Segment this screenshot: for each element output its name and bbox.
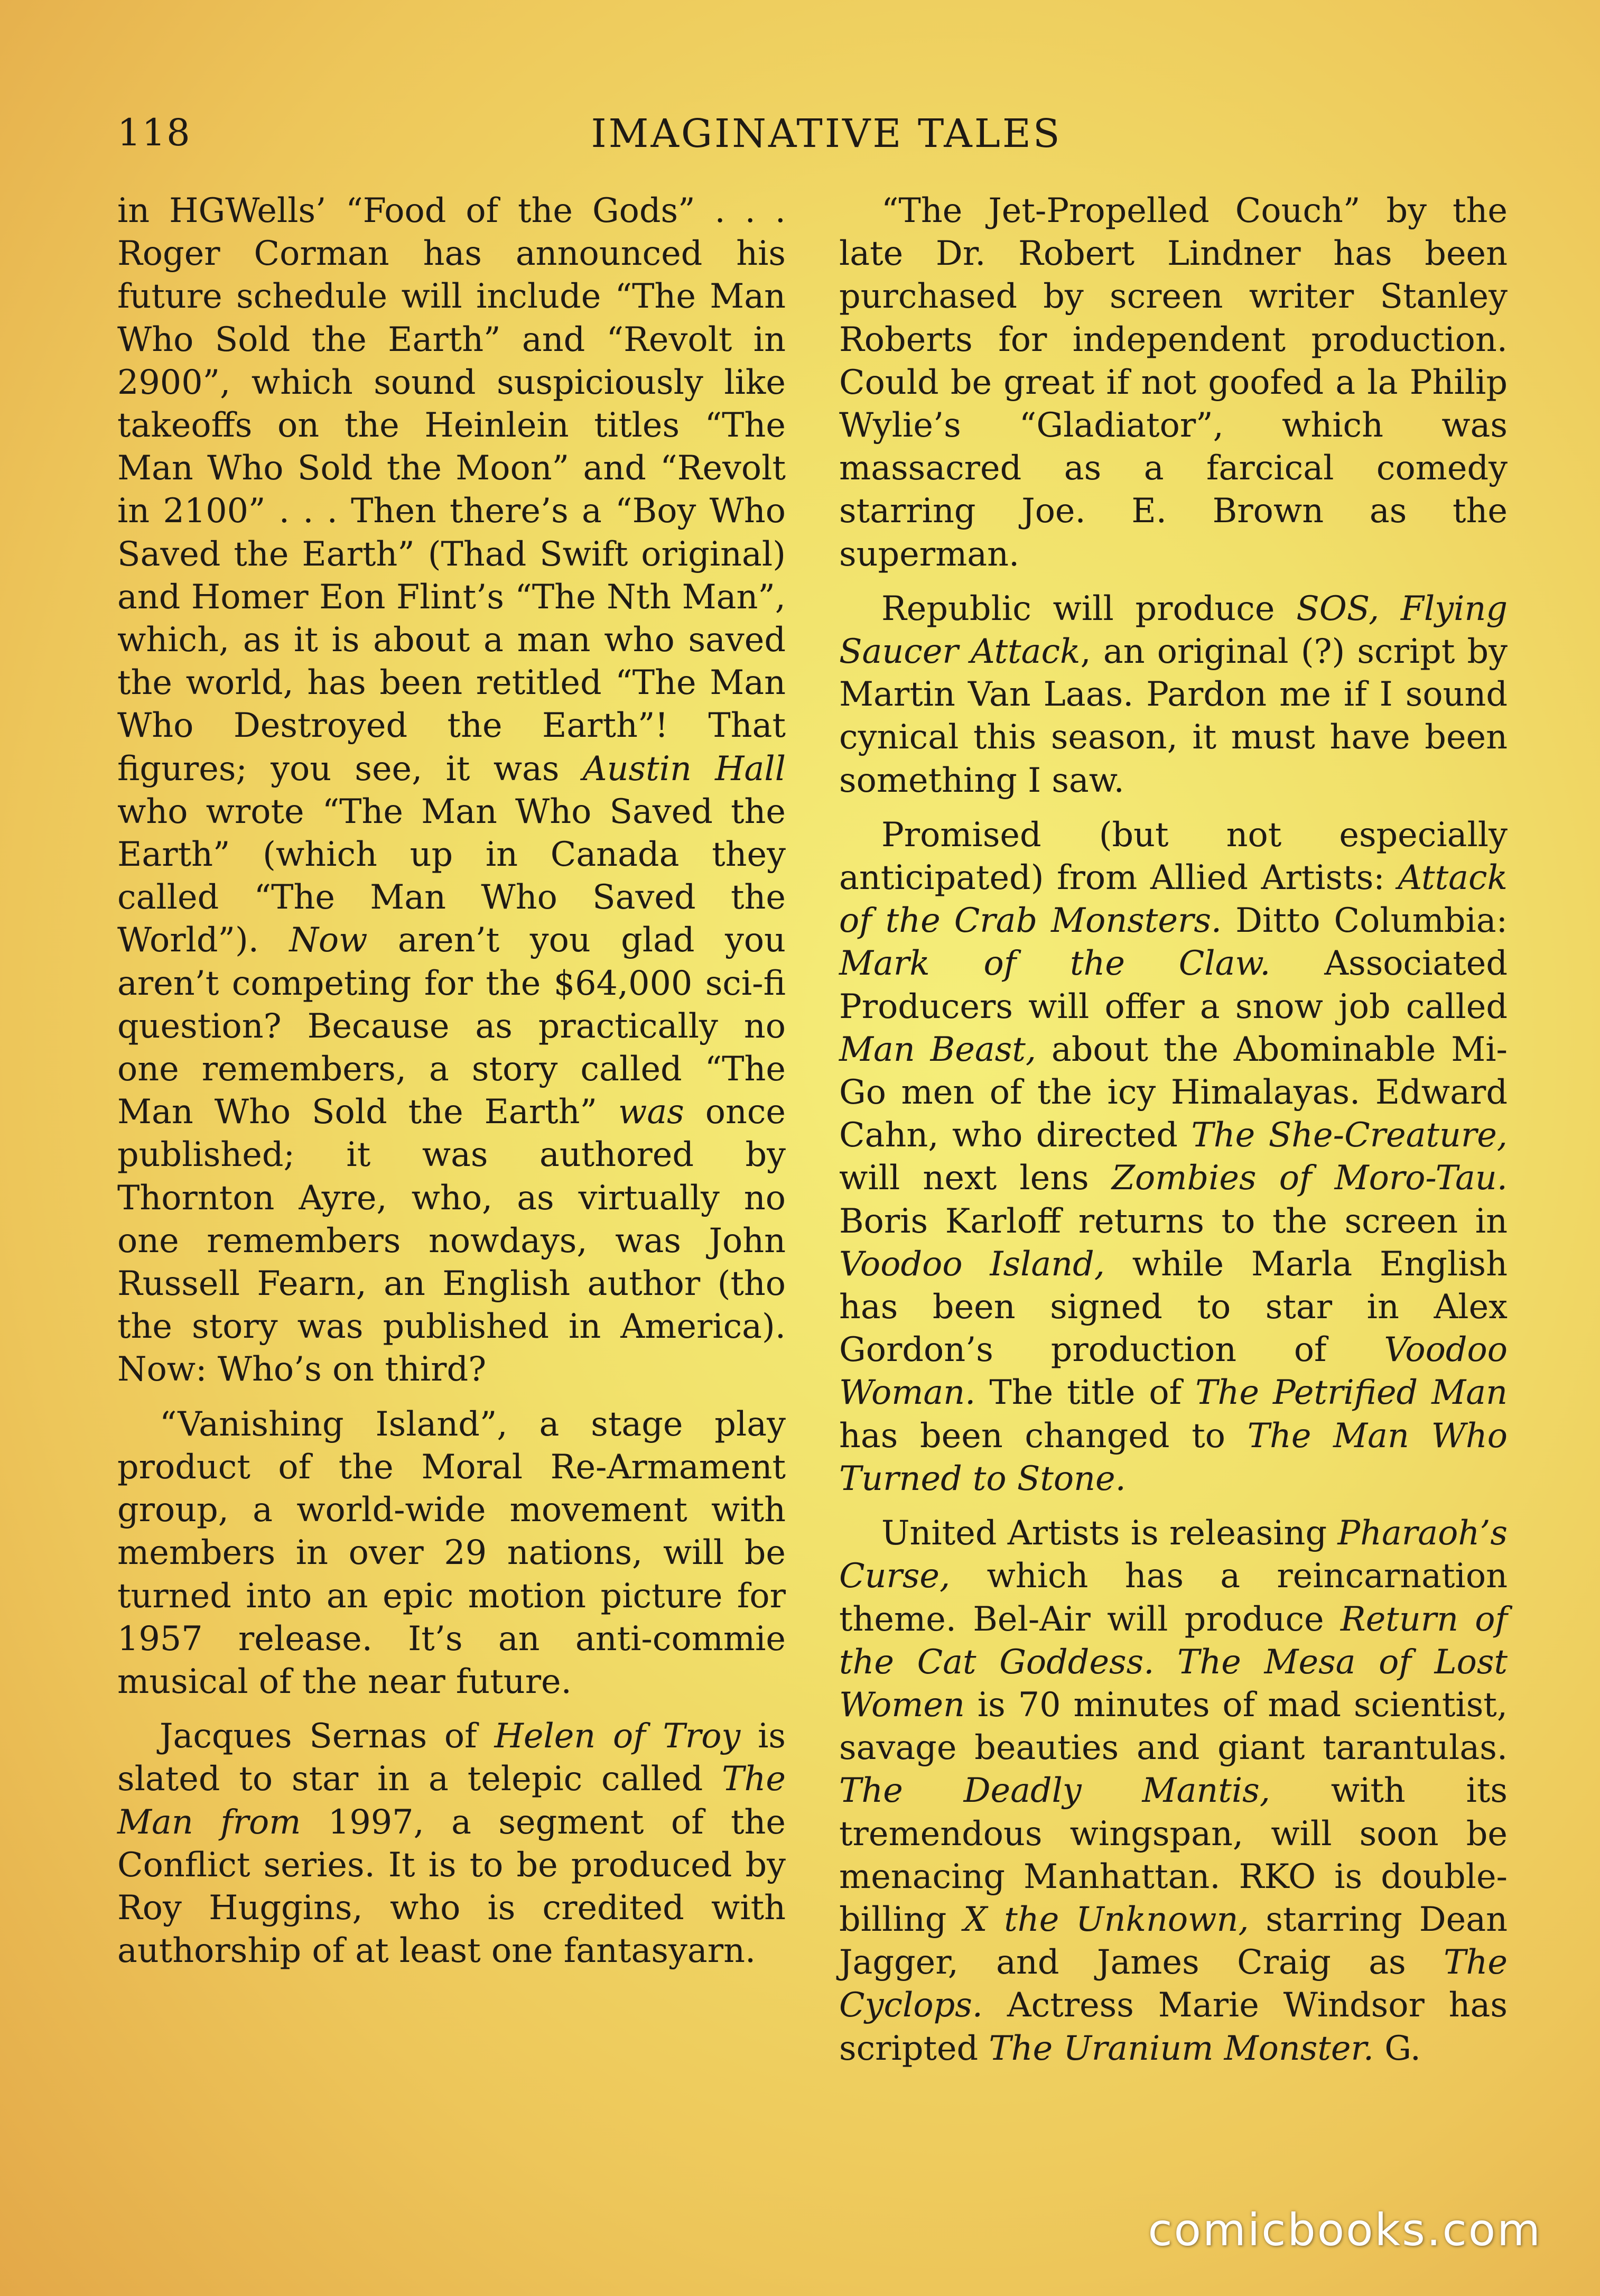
text-run: is slated to star in a telepic called bbox=[117, 1716, 786, 1799]
text-run: aren’t you glad you aren’t competing for the $64,000 sci-fi question? Because as practically no one remembers, a story called “The Man Who Sold the Earth” bbox=[117, 920, 786, 1132]
text-run: 1997, a segment of the Conflict series. It is to be produced by Roy Huggins, who is credited with authorship of at least one fantasyarn. bbox=[117, 1802, 786, 1970]
italic-title: Zombies of Moro-Tau. bbox=[1111, 1158, 1508, 1198]
left-column-paragraph bbox=[117, 1403, 786, 1703]
italic-title: Austin Hall bbox=[582, 748, 786, 788]
italic-title: Mark of the Claw. bbox=[839, 943, 1271, 983]
text-run: “The Jet-Propelled Couch” by the late Dr. Robert Lindner has been purchased by screen writer Stanley Roberts for independent production. Could be great if not goofed a la Philip Wylie’s “Gladiator”, which was massacred as a farcical comedy starring Joe. E. Brown as the superman. bbox=[839, 191, 1508, 573]
text-run: about the Abominable Mi-Go men of the icy Himalayas. Edward Cahn, who directed bbox=[839, 1029, 1508, 1155]
text-run: Boris Karloff returns to the screen in bbox=[839, 1201, 1508, 1240]
text-run: The title of bbox=[975, 1373, 1196, 1412]
text-run: will next lens bbox=[839, 1158, 1112, 1198]
right-column-paragraph bbox=[839, 587, 1508, 802]
italic-title: The Uranium Monster. bbox=[989, 2028, 1374, 2068]
text-run: in HGWells’ “Food of the Gods” . . . Roger Corman has announced his future schedule will include “The Man Who Sold the Earth” and “Revolt in 2900”, which sound suspiciously like takeoffs on the Heinlein titles “The Man Who Sold the Moon” and “Revolt in 2100” . . . Then there’s a “Boy Who Saved the Earth” (Thad Swift original) and Homer Eon Flint’s “The Nth Man”, which, as it is about a man who saved the world, has been retitled “The Man Who Destroyed the Earth”! That figures; you see, it was bbox=[117, 191, 786, 788]
italic-title: was bbox=[618, 1092, 684, 1132]
text-run: Ditto Columbia: bbox=[1222, 901, 1508, 940]
text-run: is 70 minutes of mad scientist, savage beauties and giant tarantulas. bbox=[839, 1684, 1508, 1767]
text-run: G. bbox=[1374, 2028, 1421, 2068]
text-run: while Marla English has been signed to star in Alex Gordon’s production of bbox=[839, 1244, 1508, 1369]
page-number: 118 bbox=[117, 111, 191, 154]
italic-title: The Cyclops. bbox=[839, 1942, 1508, 2025]
text-run: “Vanishing Island”, a stage play product of the Moral Re-Armament group, a world-wide movement with members in over 29 nations, will be turned into an epic motion picture for 1957 release. It’s an anti-commie musical of the near future. bbox=[117, 1404, 786, 1701]
italic-title: The Man from bbox=[117, 1759, 786, 1841]
italic-title: Return of the Cat Goddess. The Mesa of Lost Women bbox=[839, 1599, 1508, 1724]
text-run: which has a reincarnation theme. Bel-Air will produce bbox=[839, 1556, 1508, 1638]
text-run: starring Dean Jagger, and James Craig as bbox=[839, 1899, 1508, 1982]
text-run: Associated Producers will offer a snow job called bbox=[839, 943, 1508, 1026]
text-run: Jacques Sernas of bbox=[160, 1716, 495, 1756]
text-run: has been changed to bbox=[839, 1415, 1248, 1455]
text-run: Actress Marie Windsor has scripted bbox=[839, 1985, 1508, 2068]
italic-title: The Deadly Mantis, bbox=[839, 1771, 1270, 1810]
running-title: IMAGINATIVE TALES bbox=[591, 111, 1062, 156]
right-column bbox=[839, 189, 1508, 2081]
watermark: comicbooks.com bbox=[1148, 2204, 1542, 2256]
italic-title: X the Unknown, bbox=[963, 1899, 1249, 1939]
text-run: Republic will produce bbox=[881, 588, 1297, 628]
italic-title: Voodoo Island, bbox=[839, 1244, 1105, 1283]
italic-title: SOS, Flying Saucer Attack bbox=[839, 588, 1508, 671]
right-column-paragraph bbox=[839, 189, 1508, 576]
italic-title: Attack of the Crab Monsters. bbox=[839, 858, 1508, 940]
italic-title: Pharaoh’s Curse, bbox=[839, 1513, 1508, 1596]
italic-title: Helen of Troy bbox=[494, 1716, 741, 1756]
text-run: with its tremendous wingspan, will soon be menacing Manhattan. RKO is double-billing bbox=[839, 1771, 1508, 1939]
left-column bbox=[117, 189, 786, 1984]
left-column-paragraph bbox=[117, 189, 786, 1391]
text-run: , an original (?) script by Martin Van Laas. Pardon me if I sound cynical this season, it must have been something I saw. bbox=[839, 632, 1508, 800]
italic-title: The She-Creature, bbox=[1191, 1115, 1508, 1155]
right-column-paragraph bbox=[839, 813, 1508, 1500]
text-run: United Artists is releasing bbox=[881, 1513, 1338, 1553]
italic-title: Man Beast, bbox=[839, 1029, 1037, 1069]
right-column-paragraph bbox=[839, 1512, 1508, 2070]
italic-title: The Petrified Man bbox=[1195, 1373, 1508, 1412]
text-run: once published; it was authored by Thornton Ayre, who, as virtually no one remembers nowdays, was John Russell Fearn, an English author (tho the story was published in America). Now: Who’s on third? bbox=[117, 1092, 786, 1389]
text-run: Promised (but not especially anticipated) from Allied Artists: bbox=[839, 814, 1508, 897]
left-column-paragraph bbox=[117, 1715, 786, 1972]
italic-title: Voodoo Woman. bbox=[839, 1330, 1508, 1412]
italic-title: The Man Who Turned to Stone. bbox=[839, 1415, 1508, 1498]
italic-title: Now bbox=[289, 920, 368, 960]
text-run: who wrote “The Man Who Saved the Earth” (which up in Canada they called “The Man Who Saved the World”). bbox=[117, 791, 786, 960]
